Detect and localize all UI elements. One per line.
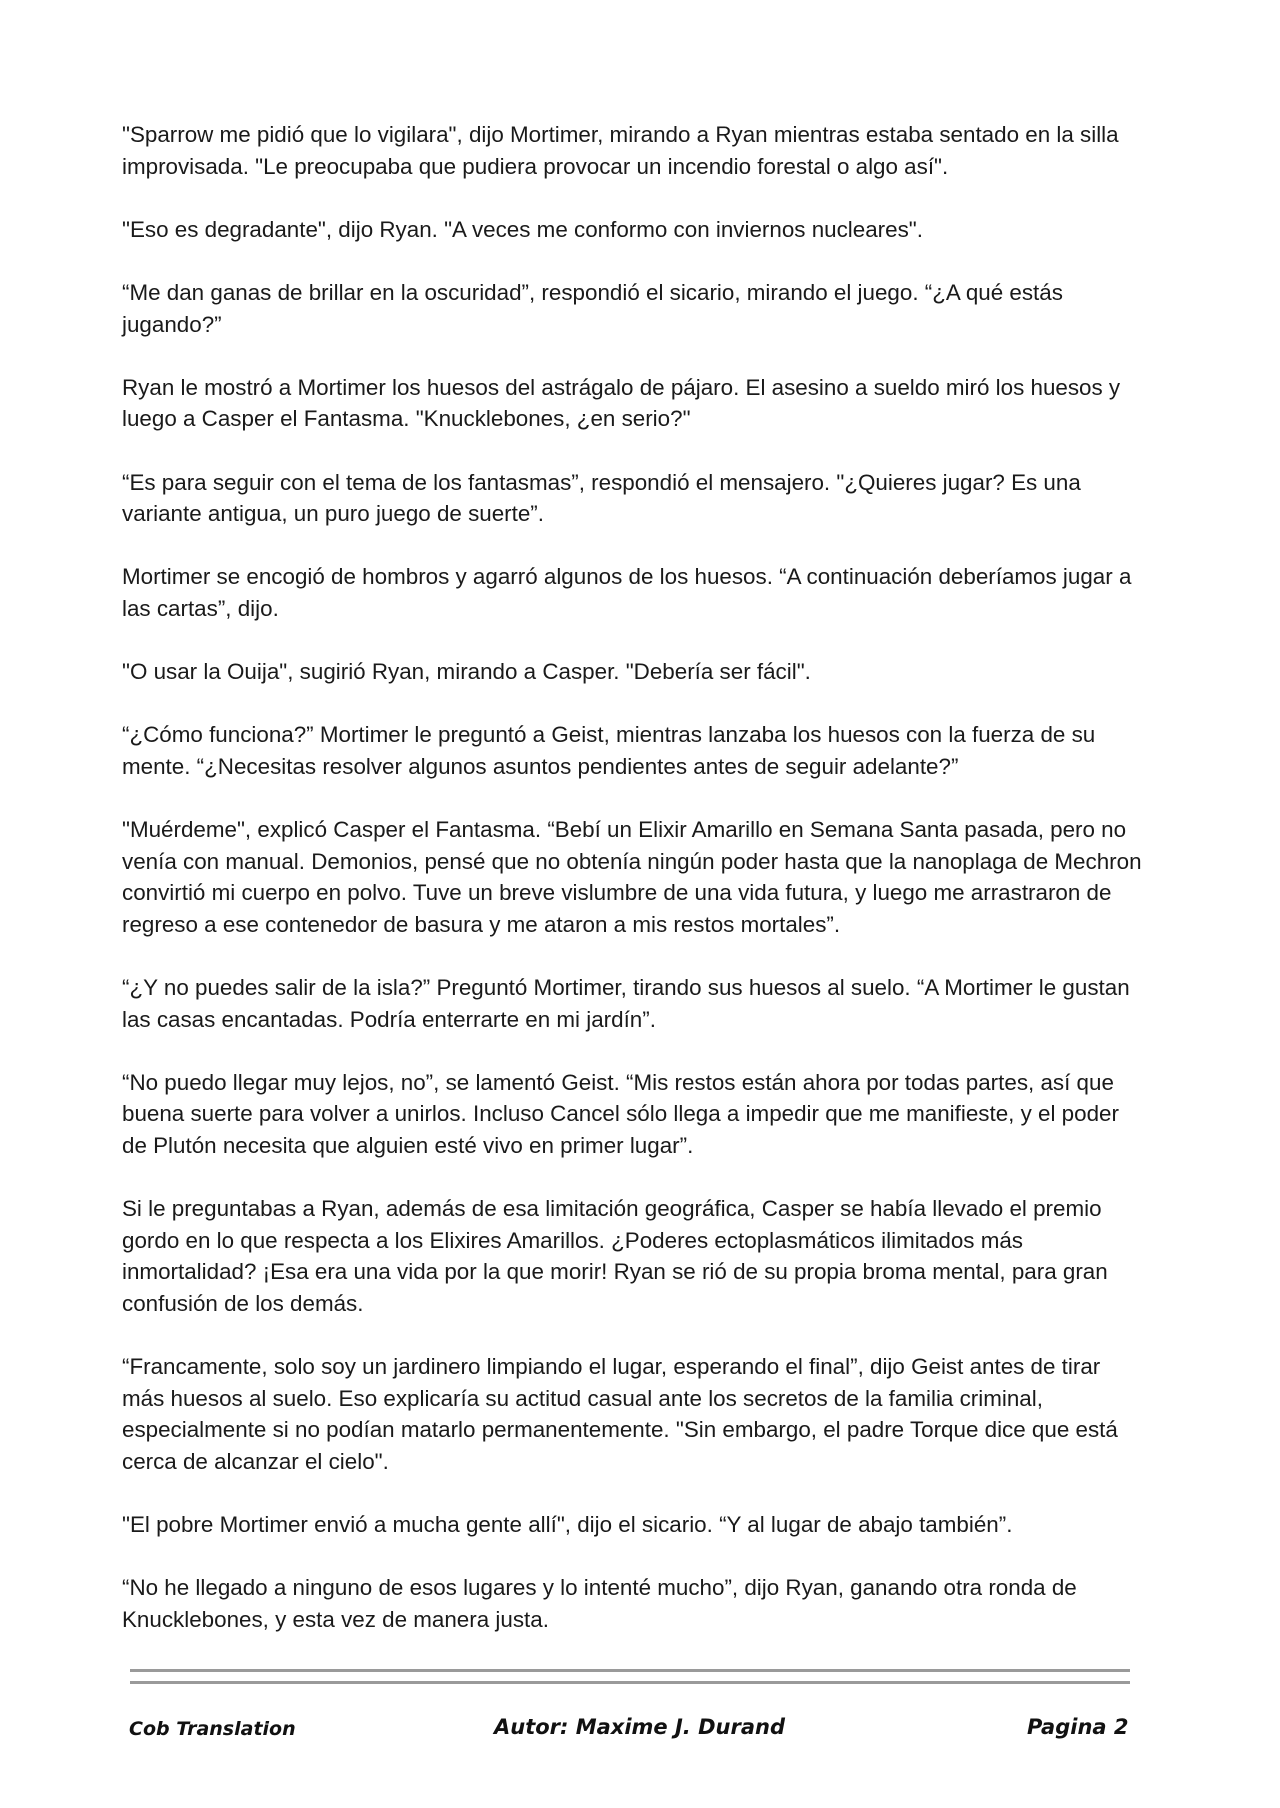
paragraph-4: Ryan le mostró a Mortimer los huesos del astrágalo de pájaro. El asesino a sueldo miró los huesos y luego a Casper el Fantasma. "Knucklebones, ¿en serio?" bbox=[122, 374, 1121, 432]
paragraph-11: “No puedo llegar muy lejos, no”, se lamentó Geist. “Mis restos están ahora por todas partes, así que buena suerte para volver a unirlos. Incluso Cancel sólo llega a impedir que me manifieste, y el poder de Plutón necesita que alguien esté vivo en primer lugar”. bbox=[122, 1069, 1119, 1158]
paragraph-14: "El pobre Mortimer envió a mucha gente allí", dijo el sicario. “Y al lugar de abajo también”. bbox=[122, 1512, 1013, 1538]
footer-divider-bottom bbox=[130, 1681, 1130, 1684]
footer-page-number: Pagina 2 bbox=[1027, 1715, 1129, 1739]
paragraph-1: "Sparrow me pidió que lo vigilara", dijo Mortimer, mirando a Ryan mientras estaba sentado en la silla improvisada. "Le preocupaba que pudiera provocar un incendio forestal o algo así". bbox=[122, 122, 1119, 179]
paragraph-8: “¿Cómo funciona?” Mortimer le preguntó a Geist, mientras lanzaba los huesos con la fuerza de su mente. “¿Necesitas resolver algunos asuntos pendientes antes de seguir adelante?” bbox=[122, 722, 1096, 779]
paragraph-7: "O usar la Ouija", sugirió Ryan, mirando a Casper. "Debería ser fácil". bbox=[122, 659, 811, 685]
footer-translator: Cob Translation bbox=[129, 1718, 296, 1740]
paragraph-3: “Me dan ganas de brillar en la oscuridad”, respondió el sicario, mirando el juego. “¿A qué estás jugando?” bbox=[122, 279, 1063, 337]
paragraph-2: "Eso es degradante", dijo Ryan. "A veces me conformo con inviernos nucleares". bbox=[122, 216, 923, 242]
paragraph-9: "Muérdeme", explicó Casper el Fantasma. “Bebí un Elixir Amarillo en Semana Santa pasada, pero no venía con manual. Demonios, pensé que no obtenía ningún poder hasta que la nanoplaga de Mechron convirtió mi cuerpo en polvo. Tuve un breve vislumbre de una vida futura, y luego me arrastraron de regreso a ese contenedor de basura y me ataron a mis restos mortales”. bbox=[122, 817, 1142, 937]
paragraph-10: “¿Y no puedes salir de la isla?” Preguntó Mortimer, tirando sus huesos al suelo. “A Mortimer le gustan las casas encantadas. Podría enterrarte en mi jardín”. bbox=[122, 975, 1130, 1032]
footer-divider-top bbox=[130, 1669, 1130, 1672]
footer-author: Autor: Maxime J. Durand bbox=[494, 1715, 785, 1739]
paragraph-5: “Es para seguir con el tema de los fantasmas”, respondió el mensajero. "¿Quieres jugar? Es una variante antigua, un puro juego de suerte”. bbox=[122, 469, 1081, 527]
paragraph-15: “No he llegado a ninguno de esos lugares y lo intenté mucho”, dijo Ryan, ganando otra ronda de Knucklebones, y esta vez de manera justa. bbox=[122, 1575, 1077, 1632]
paragraph-13: “Francamente, solo soy un jardinero limpiando el lugar, esperando el final”, dijo Geist antes de tirar más huesos al suelo. Eso explicaría su actitud casual ante los secretos de la familia criminal, especialmente si no podían matarlo permanentemente. "Sin embargo, el padre Torque dice que está cerca de alcanzar el cielo". bbox=[122, 1354, 1118, 1474]
body-text bbox=[122, 119, 1142, 1667]
paragraph-6: Mortimer se encogió de hombros y agarró algunos de los huesos. “A continuación deberíamos jugar a las cartas”, dijo. bbox=[122, 564, 1132, 621]
paragraph-12: Si le preguntabas a Ryan, además de esa limitación geográfica, Casper se había llevado el premio gordo en lo que respecta a los Elixires Amarillos. ¿Poderes ectoplasmáticos ilimitados más inmortalidad? ¡Esa era una vida por la que morir! Ryan se rió de su propia broma mental, para gran confusión de los demás. bbox=[122, 1196, 1108, 1316]
